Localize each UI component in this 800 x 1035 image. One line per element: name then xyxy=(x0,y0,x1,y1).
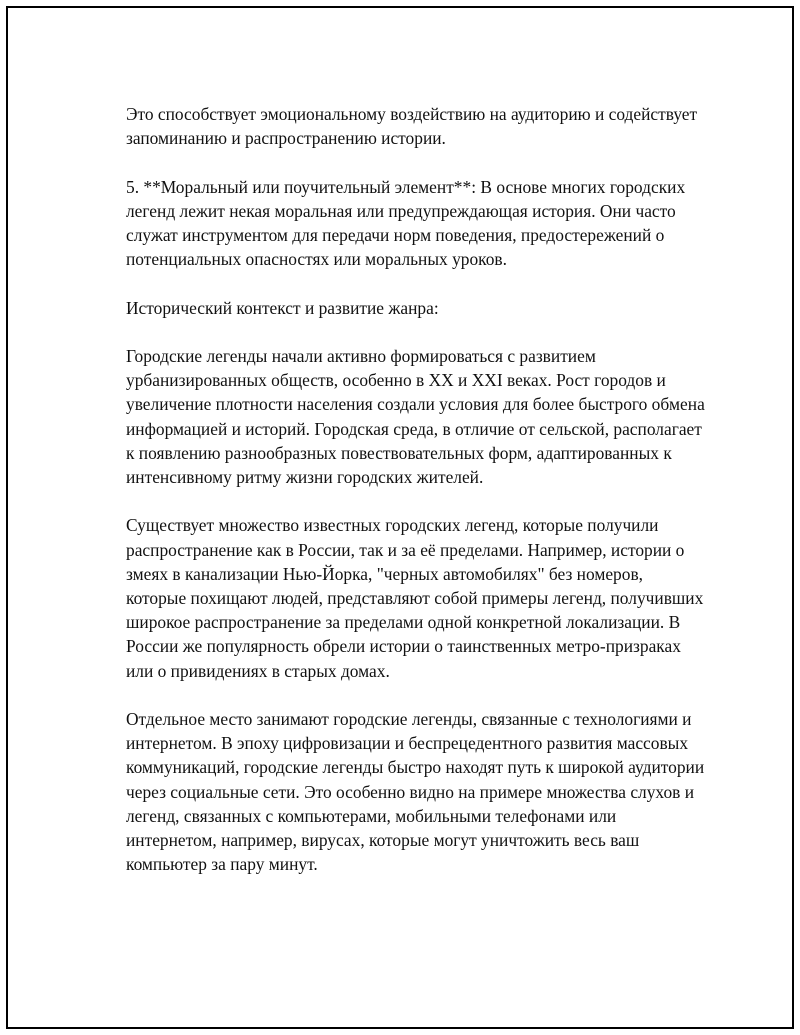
paragraph-urban-development: Городские легенды начали активно формироваться с развитием урбанизированных обществ, особенно в XX и XXI веках. Рост городов и увеличение плотности населения создали условия для более быстрого обмена информацией и историй. Городская среда, в отличие от сельской, располагает к появлению разнообразных повествовательных форм, адаптированных к интенсивному ритму жизни городских жителей. xyxy=(126,345,705,487)
paragraph-technology-legends: Отдельное место занимают городские легенды, связанные с технологиями и интернетом. В эпоху цифровизации и беспрецедентного развития массовых коммуникаций, городские легенды быстро находят путь к широкой аудитории через социальные сети. Это особенно видно на примере множества слухов и легенд, связанных с компьютерами, мобильными телефонами или интернетом, например, вирусах, которые могут уничтожить весь ваш компьютер за пару минут. xyxy=(126,709,705,875)
section-heading-historical-context: Исторический контекст и развитие жанра: xyxy=(126,297,439,318)
paragraph-known-legends: Существует множество известных городских легенд, которые получили распространение как в России, так и за её пределами. Например, истории о змеях в канализации Нью-Йорка, "черных автомобилях" без номеров, которые похищают людей, представляют собой примеры легенд, получивших широкое распространение за пределами одной конкретной локализации. В России же популярность обрели истории о таинственных метро-призраках или о привидениях в старых домах. xyxy=(126,515,704,681)
paragraph-emotional-impact: Это способствует эмоциональному воздействию на аудиторию и содействует запоминанию и распространению истории. xyxy=(126,104,698,149)
document-body xyxy=(126,102,706,876)
paragraph-moral-element: 5. **Моральный или поучительный элемент**: В основе многих городских легенд лежит некая моральная или предупреждающая история. Они часто служат инструментом для передачи норм поведения, предостережений о потенциальных опасностях или моральных уроков. xyxy=(126,176,686,270)
page-border xyxy=(6,6,794,1029)
